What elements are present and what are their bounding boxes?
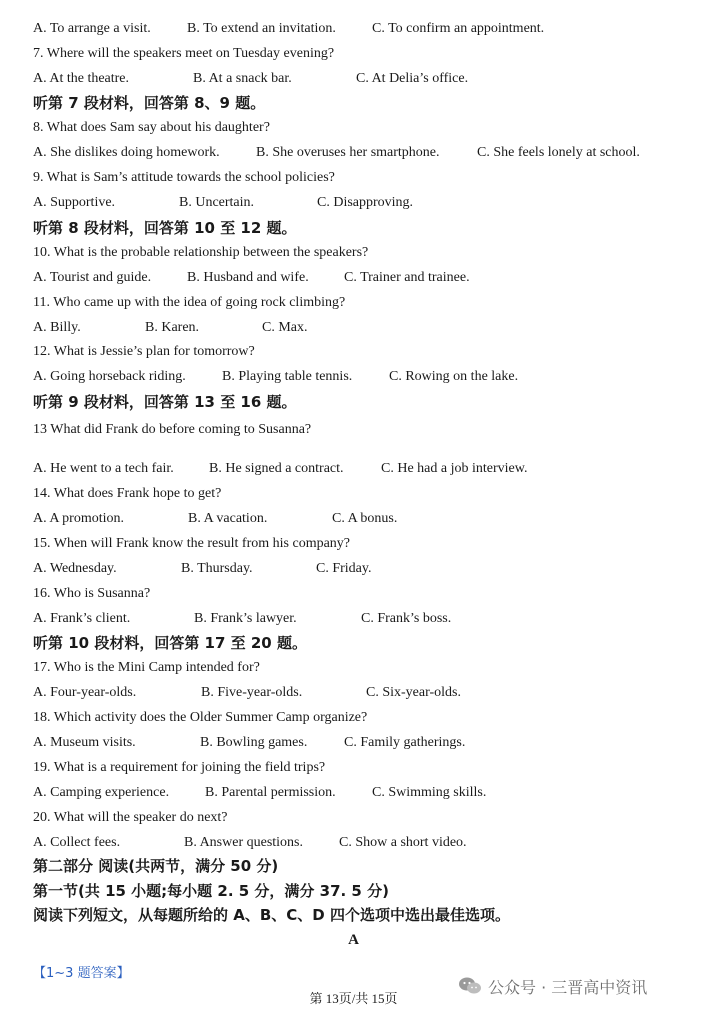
answer-option: C. Swimming skills. <box>372 785 487 800</box>
answer-option: A. Billy. <box>33 320 81 335</box>
answer-option: B. Playing table tennis. <box>222 369 353 384</box>
section-heading: 听第 8 段材料，回答第 10 至 12 题。 <box>33 219 297 237</box>
answer-option: A. He went to a tech fair. <box>33 461 174 476</box>
answer-option: A. To arrange a visit. <box>33 21 151 36</box>
answer-option: A. A promotion. <box>33 511 125 526</box>
watermark <box>458 974 647 998</box>
section-heading: 听第 7 段材料，回答第 8、9 题。 <box>33 94 266 112</box>
answer-option: A. Tourist and guide. <box>33 270 152 285</box>
answer-option: C. Rowing on the lake. <box>389 369 519 384</box>
answer-option: C. Frank’s boss. <box>361 611 452 626</box>
answer-option: B. Husband and wife. <box>187 270 309 285</box>
question-text: 19. What is a requirement for joining the field trips? <box>33 760 326 775</box>
answer-option: A. Frank’s client. <box>33 611 131 626</box>
answer-option: C. Disapproving. <box>317 195 414 210</box>
answer-option: C. Max. <box>262 320 308 335</box>
watermark-text: 公众号 · 三晋高中资讯 <box>488 977 648 997</box>
question-text: 13 What did Frank do before coming to Susanna? <box>33 422 312 437</box>
question-text: 18. Which activity does the Older Summer Camp organize? <box>33 710 368 725</box>
question-text: 7. Where will the speakers meet on Tuesday evening? <box>33 46 335 61</box>
answer-option: A. Museum visits. <box>33 735 136 750</box>
answer-option: C. She feels lonely at school. <box>477 145 640 160</box>
answer-option: A. Supportive. <box>33 195 116 210</box>
answer-option: C. Family gatherings. <box>344 735 466 750</box>
answer-option: C. Trainer and trainee. <box>344 270 470 285</box>
answer-option: B. Bowling games. <box>200 735 308 750</box>
question-text: 11. Who came up with the idea of going rock climbing? <box>33 295 346 310</box>
answer-option: A. Wednesday. <box>33 561 117 576</box>
section-heading: 听第 9 段材料，回答第 13 至 16 题。 <box>33 393 297 411</box>
answer-option: B. Answer questions. <box>184 835 303 850</box>
section-letter: A <box>348 932 359 948</box>
answer-option: C. Friday. <box>316 561 372 576</box>
question-text: 9. What is Sam’s attitude towards the school policies? <box>33 170 335 185</box>
answer-option: C. A bonus. <box>332 511 398 526</box>
answer-option: B. Frank’s lawyer. <box>194 611 297 626</box>
answer-option: C. At Delia’s office. <box>356 71 469 86</box>
question-text: 15. When will Frank know the result from his company? <box>33 536 351 551</box>
question-text: 16. Who is Susanna? <box>33 586 151 601</box>
answer-option: A. Collect fees. <box>33 835 121 850</box>
question-text: 17. Who is the Mini Camp intended for? <box>33 660 260 675</box>
section-heading: 听第 10 段材料，回答第 17 至 20 题。 <box>33 634 307 652</box>
answer-option: B. Uncertain. <box>179 195 255 210</box>
answer-link[interactable]: 【1~3 题答案】 <box>33 966 130 981</box>
answer-option: C. He had a job interview. <box>381 461 528 476</box>
answer-option: B. Five-year-olds. <box>201 685 303 700</box>
answer-option: B. A vacation. <box>188 511 268 526</box>
section-heading: 阅读下列短文，从每题所给的 A、B、C、D 四个选项中选出最佳选项。 <box>33 906 510 924</box>
answer-option: A. She dislikes doing homework. <box>33 145 220 160</box>
answer-option: C. Show a short video. <box>339 835 467 850</box>
question-text: 20. What will the speaker do next? <box>33 810 228 825</box>
section-heading: 第一节(共 15 小题;每小题 2. 5 分，满分 37. 5 分) <box>33 882 389 900</box>
answer-option: B. Karen. <box>145 320 200 335</box>
question-text: 14. What does Frank hope to get? <box>33 486 222 501</box>
answer-option: B. She overuses her smartphone. <box>256 145 440 160</box>
question-text: 12. What is Jessie’s plan for tomorrow? <box>33 344 255 359</box>
page-number: 第 13页/共 15页 <box>309 991 398 1006</box>
answer-option: A. Four-year-olds. <box>33 685 137 700</box>
answer-option: A. Camping experience. <box>33 785 170 800</box>
answer-option: A. At the theatre. <box>33 71 130 86</box>
answer-option: A. Going horseback riding. <box>33 369 186 384</box>
answer-option: B. He signed a contract. <box>209 461 344 476</box>
wechat-logo-icon <box>458 974 482 998</box>
answer-option: B. Thursday. <box>181 561 253 576</box>
answer-option: B. To extend an invitation. <box>187 21 336 36</box>
section-heading: 第二部分 阅读(共两节，满分 50 分) <box>33 857 279 875</box>
question-text: 8. What does Sam say about his daughter? <box>33 120 270 135</box>
answer-option: B. Parental permission. <box>205 785 336 800</box>
answer-option: C. Six-year-olds. <box>366 685 461 700</box>
answer-option: C. To confirm an appointment. <box>372 21 545 36</box>
question-text: 10. What is the probable relationship between the speakers? <box>33 245 369 260</box>
answer-option: B. At a snack bar. <box>193 71 292 86</box>
